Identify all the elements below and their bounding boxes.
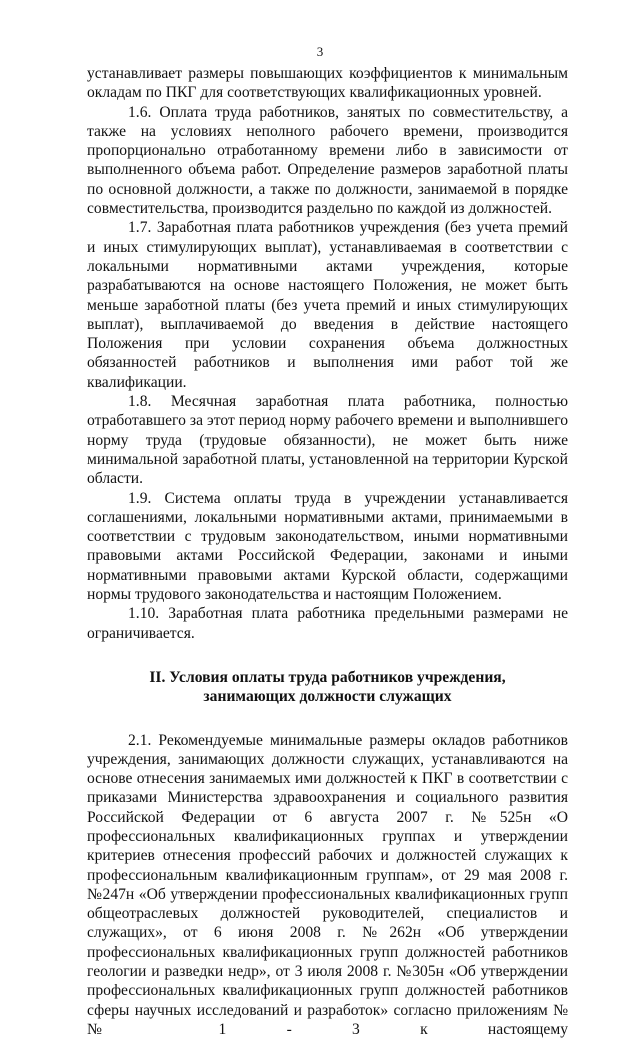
section-heading [87, 668, 568, 707]
paragraph-1-6: 1.6. Оплата труда работников, занятых по совместительству, а также на условиях неполного рабочего времени, производится пропорционально отработанному времени либо в зависимости от выполненного объема работ. Определение размеров заработной платы по основной должности, а также по должности, занимаемой в порядке совместительства, производится раздельно по каждой из должностей. [87, 103, 568, 219]
section-heading-line-1: II. Условия оплаты труда работников учреждения, [87, 668, 568, 687]
paragraph-1-8: 1.8. Месячная заработная плата работника, полностью отработавшего за этот период норму рабочего времени и выполнившего норму труда (трудовые обязанности), не может быть ниже минимальной заработной платы, установленной на территории Курской области. [87, 392, 568, 488]
page-number: 3 [0, 44, 640, 60]
document-body [87, 64, 568, 1039]
paragraph-continuation: устанавливает размеры повышающих коэффициентов к минимальным окладам по ПКГ для соответствующих квалификационных уровней. [87, 64, 568, 103]
section-heading-line-2: занимающих должности служащих [87, 687, 568, 706]
paragraph-1-9: 1.9. Система оплаты труда в учреждении устанавливается соглашениями, локальными нормативными актами, принимаемыми в соответствии с трудовым законодательством, иными нормативными правовыми актами Российской Федерации, законами и иными нормативными правовыми актами Курской области, содержащими нормы трудового законодательства и настоящим Положением. [87, 489, 568, 605]
paragraph-1-7: 1.7. Заработная плата работников учреждения (без учета премий и иных стимулирующих выплат), устанавливаемая в соответствии с локальными нормативными актами учреждения, которые разрабатываются на основе настоящего Положения, не может быть меньше заработной платы (без учета премий и иных стимулирующих выплат), выплачиваемой до введения в действие настоящего Положения при условии сохранения объема должностных обязанностей работников и выполнения ими работ той же квалификации. [87, 218, 568, 392]
paragraph-1-10: 1.10. Заработная плата работника предельными размерами не ограничивается. [87, 604, 568, 643]
paragraph-2-1: 2.1. Рекомендуемые минимальные размеры окладов работников учреждения, занимающих должности служащих, устанавливаются на основе отнесения занимаемых ими должностей к ПКГ в соответствии с приказами Министерства здравоохранения и социального развития Российской Федерации от 6 августа 2007 г. №525н «О профессиональных квалификационных группах и утверждении критериев отнесения профессий рабочих и должностей служащих к профессиональным квалификационным группам», от 29 мая 2008 г. №247н «Об утверждении профессиональных квалификационных групп общеотраслевых должностей руководителей, специалистов и служащих», от 6 июня 2008 г. №262н «Об утверждении профессиональных квалификационных групп должностей работников геологии и разведки недр», от 3 июля 2008 г. №305н «Об утверждении профессиональных квалификационных групп должностей работников сферы научных исследований и разработок» согласно приложениям №№ 1 - 3 к настоящему [87, 731, 568, 1039]
